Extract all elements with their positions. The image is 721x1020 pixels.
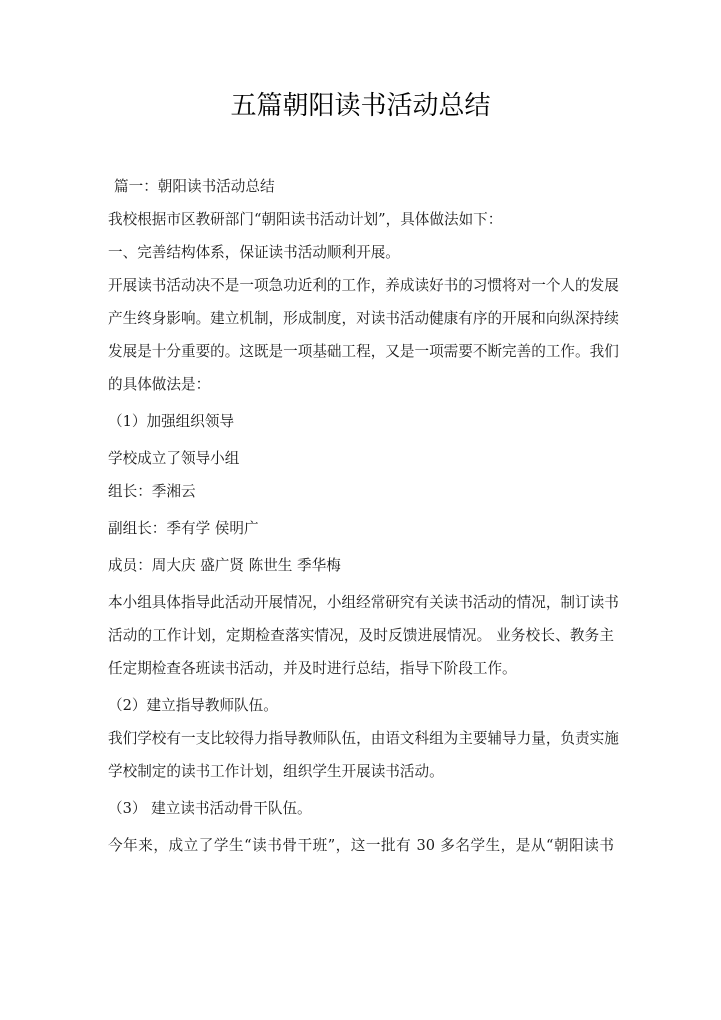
paragraph-line: 学校制定的读书工作计划，组织学生开展读书活动。 xyxy=(108,763,444,780)
leader-line: 组长：季湘云 xyxy=(108,483,196,500)
paragraph-line: 学校成立了领导小组 xyxy=(108,450,240,467)
paragraph-line: 发展是十分重要的。这既是一项基础工程，又是一项需要不断完善的工作。我们 xyxy=(108,343,619,360)
members-line: 成员：周大庆 盛广贤 陈世生 季华梅 xyxy=(108,557,341,574)
document-body xyxy=(108,170,619,862)
subsection-heading-3: （3） 建立读书活动骨干队伍。 xyxy=(108,800,312,817)
deputy-leader-line: 副组长：季有学 侯明广 xyxy=(108,520,259,537)
paragraph-line: 任定期检查各班读书活动，并及时进行总结，指导下阶段工作。 xyxy=(108,660,517,677)
paragraph-line: 开展读书活动决不是一项急功近利的工作，养成读好书的习惯将对一个人的发展 xyxy=(108,277,619,294)
section-heading-1: 一、完善结构体系，保证读书活动顺利开展。 xyxy=(108,244,400,261)
paragraph-line: 本小组具体指导此活动开展情况，小组经常研究有关读书活动的情况，制订读书 xyxy=(108,594,619,611)
article-heading: 篇一：朝阳读书活动总结 xyxy=(114,178,275,195)
paragraph-line: 活动的工作计划，定期检查落实情况，及时反馈进展情况。 业务校长、教务主 xyxy=(108,627,614,644)
subsection-heading-2: （2）建立指导教师队伍。 xyxy=(108,697,278,714)
intro-paragraph: 我校根据市区教研部门“朝阳读书活动计划”，具体做法如下： xyxy=(108,211,503,228)
paragraph-line: 的具体做法是： xyxy=(108,376,211,393)
paragraph-line: 今年来，成立了学生“读书骨干班”，这一批有 30 多名学生，是从“朝阳读书 xyxy=(108,837,614,854)
paragraph-line: 产生终身影响。建立机制，形成制度，对读书活动健康有序的开展和向纵深持续 xyxy=(108,310,619,327)
document-title: 五篇朝阳读书活动总结 xyxy=(230,91,491,121)
subsection-heading-1: （1）加强组织领导 xyxy=(108,413,235,430)
paragraph-line: 我们学校有一支比较得力指导教师队伍，由语文科组为主要辅导力量，负责实施 xyxy=(108,730,619,747)
